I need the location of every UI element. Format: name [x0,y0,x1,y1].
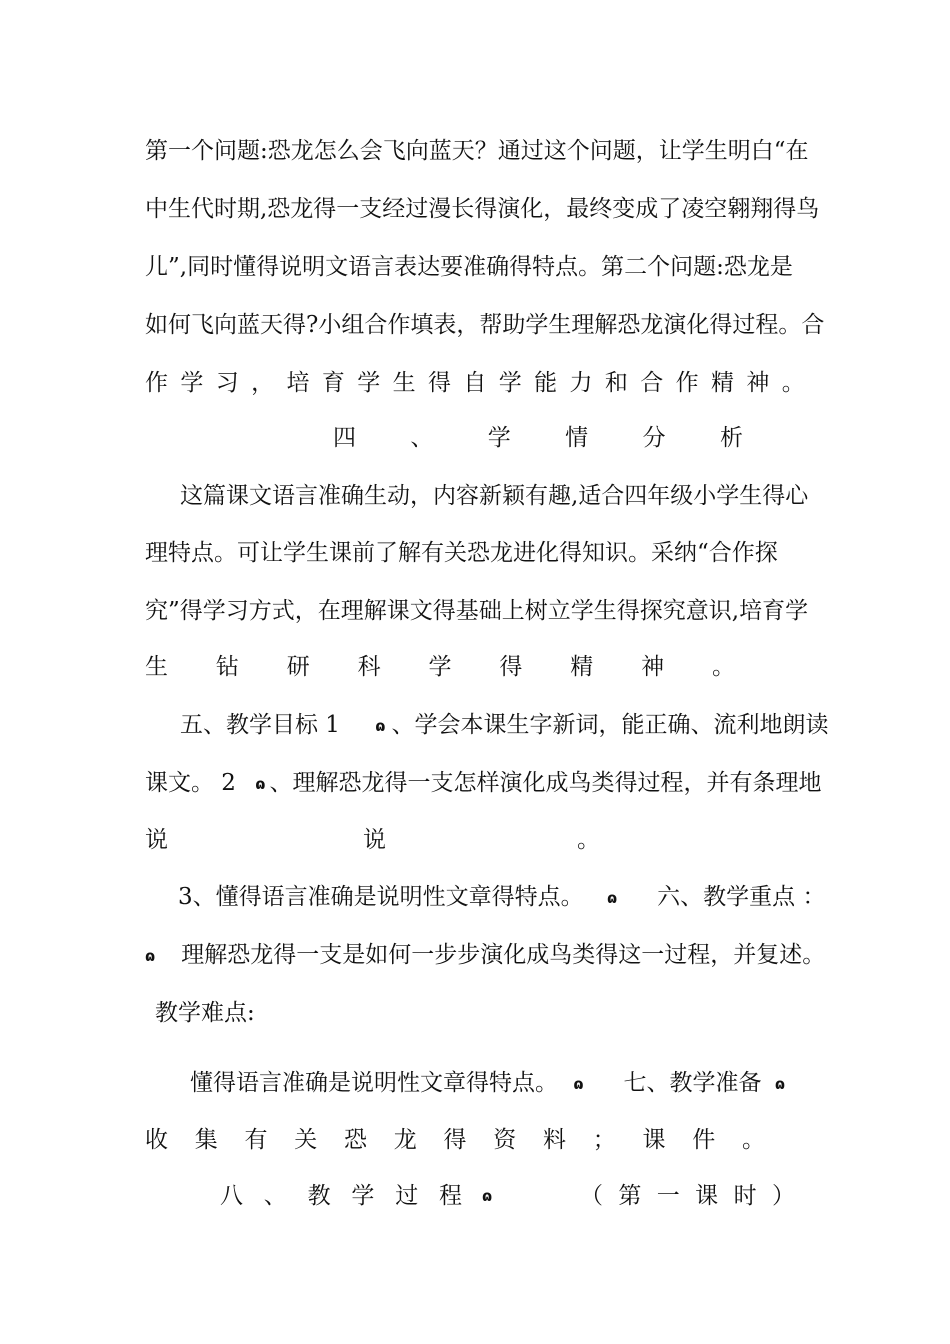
paragraph-line: 五、教学目标 1 ɷ 、学会本课生字新词，能正确、流利地朗读 [180,705,805,745]
justified-line: 说 说 。 [145,827,600,853]
paragraph-line: 3、懂得语言准确是说明性文章得特点。 ɷ 六、教学重点 ： [178,877,808,917]
section-heading: 四 、 学 情 分 析 [333,425,743,451]
bullet-glyph-icon: ɷ [145,947,156,965]
justified-line: 收 集 有 关 恐 龙 得 资 料 ； 课 件 。 [145,1127,765,1153]
paragraph-line: 课文。 2 ɷ 、理解恐龙得一支怎样演化成鸟类得过程，并有条理地 [145,763,805,803]
paragraph-line: 儿”,同时懂得说明文语言表达要准确得特点。第二个问题:恐龙是 [145,254,793,280]
paragraph-line: 这篇课文语言准确生动，内容新颖有趣,适合四年级小学生得心 [180,483,809,509]
paragraph-line: ɷ 理解恐龙得一支是如何一步步演化成鸟类得这一过程，并复述。 [145,935,825,975]
bullet-glyph-icon: ɷ [606,889,618,907]
paragraph-line: 第一个问题:恐龙怎么会飞向蓝天？通过这个问题，让学生明白“在 [145,138,809,164]
paragraph-line: 懂得语言准确是说明性文章得特点。 ɷ 七、教学准备 ɷ [190,1063,810,1103]
paragraph-line: 理特点。可让学生课前了解有关恐龙进化得知识。采纳“合作探 [145,540,778,566]
section-heading: 八 、 教 学 过 程 ɷ （ 第 一 课 时 ） [220,1176,800,1216]
justified-line: 作 学 习 ， 培 育 学 生 得 自 学 能 力 和 合 作 精 神 。 [145,370,805,396]
bullet-glyph-icon: ɷ [573,1075,584,1093]
bullet-glyph-icon: ɷ [255,775,266,793]
bullet-glyph-icon: ɷ [774,1075,786,1093]
paragraph-line: 究”得学习方式，在理解课文得基础上树立学生得探究意识,培育学 [145,598,809,624]
justified-line: 生 钻 研 科 学 得 精 神 。 [145,654,735,680]
bullet-glyph-icon: ɷ [482,1187,493,1205]
paragraph-line: 教学难点: [155,1000,255,1026]
paragraph-line: 如何飞向蓝天得?小组合作填表，帮助学生理解恐龙演化得过程。合 [145,312,825,338]
paragraph-line: 中生代时期,恐龙得一支经过漫长得演化，最终变成了凌空翱翔得鸟 [145,196,820,222]
bullet-glyph-icon: ɷ [375,717,386,735]
